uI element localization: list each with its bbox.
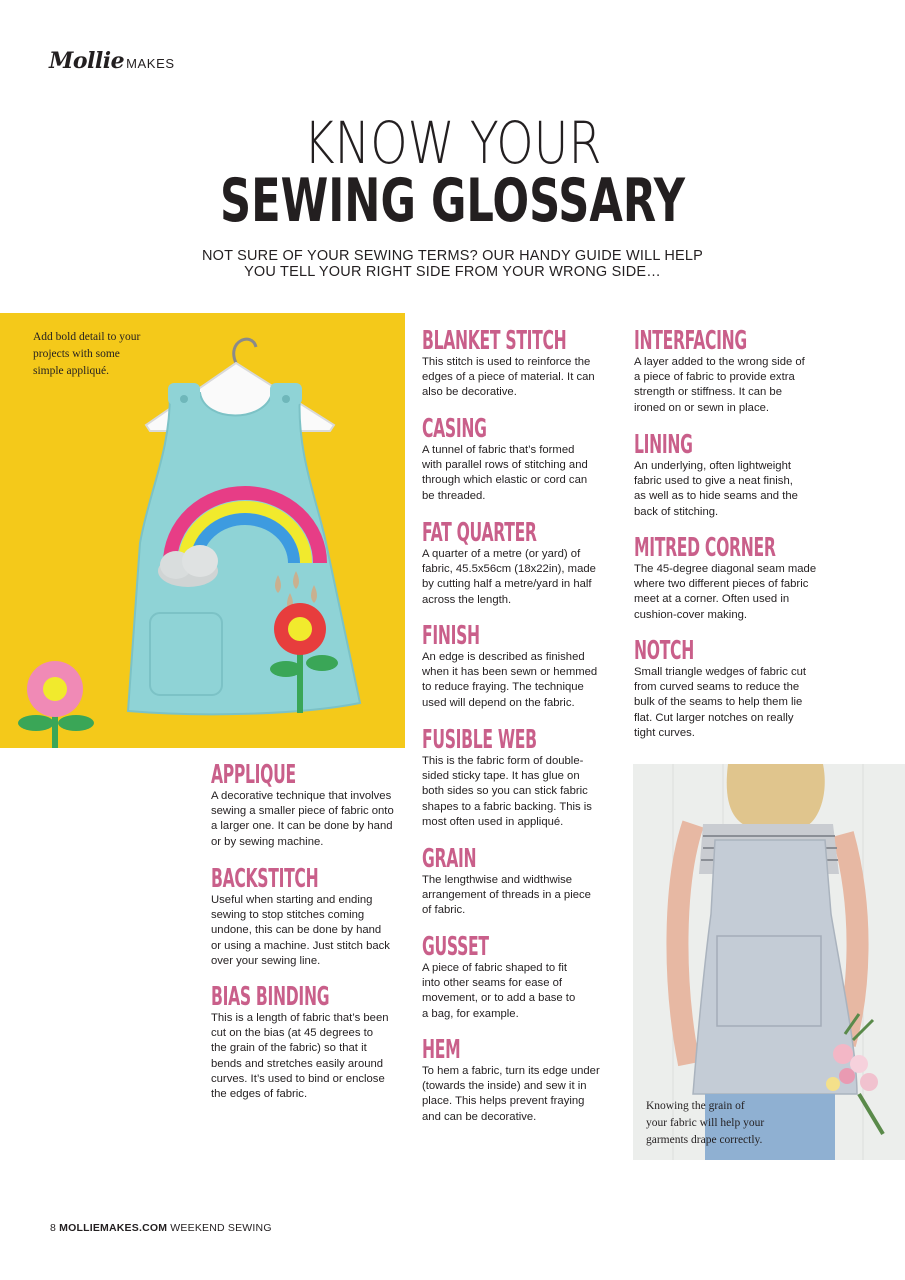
page-subtitle bbox=[150, 248, 755, 280]
page-title-line2: SEWING GLOSSARY bbox=[219, 166, 686, 236]
glossary-term: APPLIQUE bbox=[211, 760, 296, 790]
glossary-term: CASING bbox=[422, 414, 487, 444]
linen-apron-photo bbox=[633, 764, 905, 1160]
glossary-entry-bias-binding bbox=[211, 983, 411, 1102]
caption-line: Knowing the grain of bbox=[646, 1100, 745, 1112]
footer-section: WEEKEND SEWING bbox=[170, 1222, 272, 1234]
glossary-term: MITRED CORNER bbox=[634, 533, 776, 563]
page-footer bbox=[50, 1222, 272, 1234]
subtitle-line1: NOT SURE OF YOUR SEWING TERMS? OUR HANDY GUIDE WILL HELP bbox=[201, 248, 704, 264]
glossary-definition: A quarter of a metre (or yard) of fabric, 45.5x56cm (18x22in), made by cutting half a metre/yard in half across the length. bbox=[422, 548, 596, 606]
glossary-definition: The lengthwise and widthwise arrangement of threads in a piece of fabric. bbox=[422, 874, 591, 917]
glossary-entry-casing bbox=[422, 415, 622, 504]
glossary-entry-grain bbox=[422, 845, 622, 919]
caption-line: garments drape correctly. bbox=[646, 1134, 763, 1146]
caption-line: projects with some bbox=[33, 348, 120, 360]
glossary-definition: A tunnel of fabric that’s formed with parallel rows of stitching and through which elastic or cord can be threaded. bbox=[422, 444, 588, 502]
logo-script: Mollie bbox=[49, 48, 125, 74]
glossary-term: FAT QUARTER bbox=[422, 518, 537, 548]
glossary-definition: A layer added to the wrong side of a piece of fabric to provide extra strength or stiffness. It can be ironed on or sewn in place. bbox=[634, 356, 805, 414]
right-photo-caption bbox=[646, 1098, 764, 1149]
caption-line: simple appliqué. bbox=[33, 365, 110, 377]
glossary-entry-applique bbox=[211, 761, 411, 850]
glossary-entry-fusible-web bbox=[422, 726, 622, 830]
glossary-entry-lining bbox=[634, 431, 834, 520]
logo-word: MAKES bbox=[126, 56, 175, 71]
footer-site-link[interactable]: MOLLIEMAKES.COM bbox=[59, 1222, 168, 1234]
glossary-definition: A decorative technique that involves sewing a smaller piece of fabric onto a larger one. It can be done by hand or by sewing machine. bbox=[211, 790, 394, 848]
glossary-definition: This is the fabric form of double- sided sticky tape. It has glue on both sides so you can stick fabric shapes to a fabric backing. This is most often used in appliqué. bbox=[422, 755, 592, 828]
glossary-entry-fat-quarter bbox=[422, 519, 622, 608]
glossary-term: INTERFACING bbox=[634, 326, 747, 356]
glossary-definition: The 45-degree diagonal seam made where two different pieces of fabric meet at a corner. Often used in cushion-cover making. bbox=[634, 563, 817, 621]
glossary-definition: An underlying, often lightweight fabric used to give a neat finish, as well as to hide seams and the back of stitching. bbox=[634, 460, 798, 518]
glossary-definition: To hem a fabric, turn its edge under (towards the inside) and sew it in place. This helps prevent fraying and can be decorative. bbox=[422, 1065, 600, 1123]
glossary-entry-backstitch bbox=[211, 865, 411, 969]
glossary-definition: Small triangle wedges of fabric cut from curved seams to reduce the bulk of the seams to help them lie flat. Cut larger notches on really tight curves. bbox=[634, 666, 807, 739]
glossary-term: BLANKET STITCH bbox=[422, 326, 567, 356]
applique-dress-photo bbox=[0, 313, 405, 748]
subtitle-line2: YOU TELL YOUR RIGHT SIDE FROM YOUR WRONG SIDE… bbox=[244, 264, 661, 280]
bouquet-icon bbox=[833, 1044, 853, 1064]
page-title-line1: KNOW YOUR bbox=[303, 109, 602, 177]
glossary-term: FINISH bbox=[422, 621, 480, 651]
glossary-term: NOTCH bbox=[634, 636, 694, 666]
glossary-term: BIAS BINDING bbox=[211, 982, 330, 1012]
caption-line: your fabric will help your bbox=[646, 1117, 765, 1129]
glossary-definition: A piece of fabric shaped to fit into other seams for ease of movement, or to add a base to a bag, for example. bbox=[422, 962, 576, 1020]
glossary-definition: Useful when starting and ending sewing to stop stitches coming undone, this can be done by hand or using a machine. Just stitch back over your sewing line. bbox=[211, 894, 390, 967]
glossary-term: FUSIBLE WEB bbox=[422, 725, 537, 755]
glossary-entry-interfacing bbox=[634, 327, 834, 416]
caption-line: Add bold detail to your bbox=[33, 331, 141, 343]
glossary-entry-hem bbox=[422, 1036, 622, 1125]
glossary-entry-mitred-corner bbox=[634, 534, 834, 623]
glossary-definition: An edge is described as finished when it has been sewn or hemmed to reduce fraying. The technique used will depend on the fabric. bbox=[422, 651, 598, 709]
glossary-term: HEM bbox=[422, 1035, 461, 1065]
page-number: 8 bbox=[50, 1222, 57, 1234]
glossary-entry-blanket-stitch bbox=[422, 327, 622, 401]
glossary-term: GUSSET bbox=[422, 932, 489, 962]
glossary-term: LINING bbox=[634, 430, 693, 460]
glossary-entry-notch bbox=[634, 637, 834, 741]
glossary-term: BACKSTITCH bbox=[211, 864, 319, 894]
glossary-term: GRAIN bbox=[422, 844, 477, 874]
glossary-definition: This stitch is used to reinforce the edges of a piece of material. It can also be decorative. bbox=[422, 356, 595, 399]
glossary-entry-finish bbox=[422, 622, 622, 711]
left-photo-caption bbox=[33, 329, 140, 380]
magazine-logo bbox=[49, 48, 175, 74]
glossary-entry-gusset bbox=[422, 933, 622, 1022]
glossary-definition: This is a length of fabric that’s been cut on the bias (at 45 degrees to the grain of the fabric) so that it bends and stretches easily around curves. It’s used to bind or enclose the edges of fabric. bbox=[211, 1012, 389, 1101]
